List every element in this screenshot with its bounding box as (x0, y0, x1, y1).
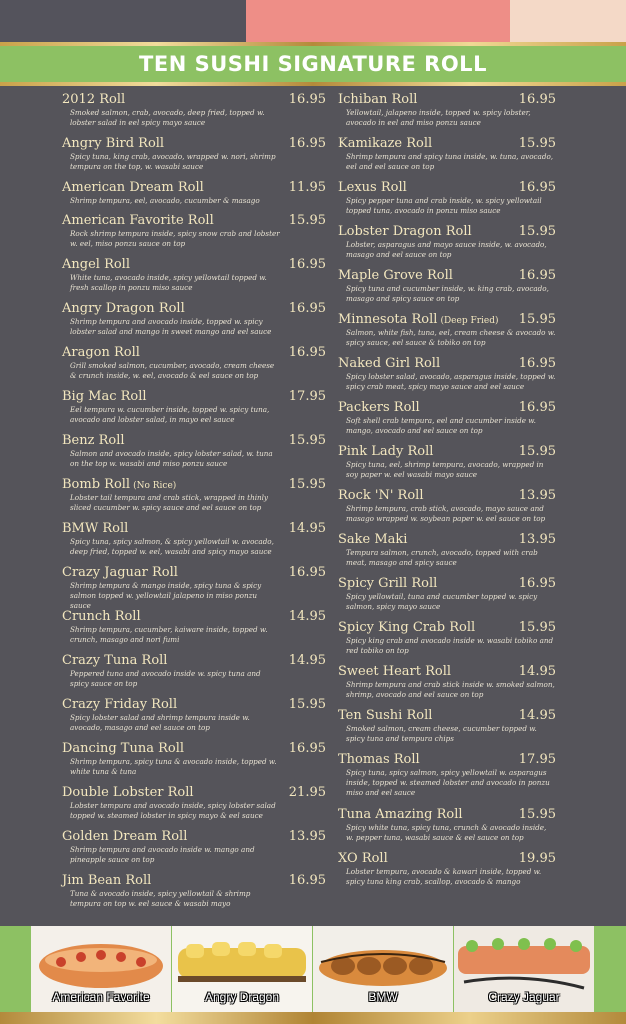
menu-item-note: (Deep Fried) (440, 316, 499, 326)
menu-item-row (62, 609, 326, 624)
menu-item-description: Eel tempura w. cucumber inside, topped w. spicy tuna, avocado and lobster salad, in mayo eel sauce (70, 405, 270, 424)
menu-item-price: 21.95 (288, 785, 326, 800)
menu-item-description: Yellowtail, jalapeno inside, topped w. spicy lobster, avocado in eel and miso ponzu sauce (346, 108, 531, 127)
menu-item-price: 14.95 (288, 521, 326, 536)
menu-item (62, 653, 326, 689)
menu-item-row (338, 180, 556, 195)
menu-item-name (338, 312, 498, 327)
menu-item-price: 11.95 (288, 180, 326, 195)
menu-item-name-text: Benz Roll (62, 433, 125, 448)
menu-item-description: Spicy pepper tuna and crab inside, w. spicy yellowtail topped tuna, avocado in ponzu miso sauce (346, 196, 542, 215)
menu-item-description: Spicy tuna and cucumber inside, w. king crab, avocado, masago and spicy sauce on top (346, 284, 549, 303)
menu-item-name-text: Crazy Jaguar Roll (62, 565, 178, 580)
menu-item-name (62, 92, 125, 107)
menu-item (62, 180, 326, 206)
top-strip-peach (510, 0, 626, 42)
menu-item-name (62, 389, 147, 404)
menu-item-description: Smoked salmon, crab, avocado, deep fried, topped w. lobster salad in eel spicy mayo sauce (70, 108, 265, 127)
menu-item-name-text: Aragon Roll (62, 345, 140, 360)
photo-caption: BMW (368, 990, 398, 1004)
menu-item-description: Tuna & avocado inside, spicy yellowtail & shrimp tempura on top w. eel sauce & wasabi mayo (70, 889, 251, 908)
menu-item-description: Shrimp tempura, spicy tuna & avocado inside, topped w. white tuna & tuna (70, 757, 277, 776)
menu-item-row (338, 92, 556, 107)
menu-item (338, 136, 556, 172)
menu-item-name-text: Thomas Roll (338, 752, 420, 767)
menu-item-name (338, 92, 417, 107)
menu-item-description: Spicy lobster salad and shrimp tempura inside w. avocado, masago and eel sauce on top (70, 713, 250, 732)
menu-item-name (62, 433, 125, 448)
menu-item-row (338, 752, 556, 767)
menu-item (338, 851, 556, 887)
menu-item-name-text: Lobster Dragon Roll (338, 224, 472, 239)
menu-item-name (62, 785, 194, 800)
menu-item-name-text: Spicy Grill Roll (338, 576, 438, 591)
top-strip-pink (246, 0, 510, 42)
menu-item-row (338, 851, 556, 866)
menu-item-description: Spicy tuna, spicy salmon, & spicy yellowtail w. avocado, deep fried, topped w. eel, wasabi and spicy mayo sauce (70, 537, 274, 556)
menu-item-row (338, 224, 556, 239)
menu-item (62, 609, 326, 645)
menu-item-description: Lobster, asparagus and mayo sauce inside, w. avocado, masago and eel sauce on top (346, 240, 547, 259)
menu-item-price: 17.95 (518, 752, 556, 767)
menu-item-name (338, 851, 388, 866)
menu-item-name (62, 609, 141, 624)
menu-item-row (338, 488, 556, 503)
menu-item-price: 16.95 (518, 268, 556, 283)
menu-item-row (338, 268, 556, 283)
menu-item-name (338, 444, 433, 459)
menu-item-price: 19.95 (518, 851, 556, 866)
menu-item-row (62, 565, 326, 580)
menu-item (338, 180, 556, 216)
menu-item (62, 829, 326, 865)
menu-item-price: 14.95 (288, 653, 326, 668)
menu-item-row (338, 576, 556, 591)
gold-divider-bottom (0, 1012, 626, 1024)
menu-item (338, 708, 556, 744)
menu-item-price: 14.95 (288, 609, 326, 624)
photo-caption: Angry Dragon (204, 990, 280, 1004)
menu-item-price: 16.95 (288, 92, 326, 107)
menu-item-name (338, 708, 432, 723)
menu-item (62, 345, 326, 381)
menu-item-name-text: Sake Maki (338, 532, 408, 547)
menu-item-name (62, 180, 204, 195)
menu-item-price: 13.95 (518, 488, 556, 503)
photo-angry-dragon (172, 926, 312, 1012)
menu-item-description: Shrimp tempura, cucumber, kaiware inside, topped w. crunch, masago and nori fumi (70, 625, 268, 644)
menu-item-name-text: American Favorite Roll (62, 213, 214, 228)
photo-american-favorite (31, 926, 171, 1012)
menu-item-name (62, 136, 164, 151)
menu-item-name (338, 664, 451, 679)
menu-item-name-text: Kamikaze Roll (338, 136, 433, 151)
menu-item-description: Spicy white tuna, spicy tuna, crunch & avocado inside, w. pepper tuna, wasabi sauce & eel sauce on top (346, 823, 547, 842)
menu-item-row (338, 356, 556, 371)
menu-item-name-text: Crunch Roll (62, 609, 141, 624)
menu-item (338, 444, 556, 480)
menu-item-description: Shrimp tempura and spicy tuna inside, w. tuna, avocado, eel and eel sauce on top (346, 152, 554, 171)
menu-item-name-text: Angel Roll (62, 257, 130, 272)
menu-item-description: Spicy tuna, spicy salmon, spicy yellowtail w. asparagus inside, topped w. steamed lobster and avocado in ponzu miso and eel sauce (346, 768, 550, 797)
menu-item (62, 92, 326, 128)
menu-item-description: Peppered tuna and avocado inside w. spicy tuna and spicy sauce on top (70, 669, 261, 688)
menu-item-row (62, 257, 326, 272)
menu-item-name (62, 521, 128, 536)
menu-item (338, 620, 556, 656)
menu-item-name (338, 532, 407, 547)
menu-item-description: Spicy lobster salad, avocado, asparagus inside, topped w. spicy crab meat, spicy mayo sauce and eel sauce (346, 372, 556, 391)
menu-item-name (62, 301, 185, 316)
menu-item-row (62, 345, 326, 360)
menu-item-row (62, 741, 326, 756)
top-color-strip (0, 0, 626, 42)
menu-item-name-text: Crazy Tuna Roll (62, 653, 168, 668)
menu-item (62, 257, 326, 293)
menu-item (62, 873, 326, 909)
menu-item-price: 16.95 (288, 873, 326, 888)
menu-item (338, 356, 556, 392)
menu-item-description: Shrimp tempura and avocado inside, topped w. spicy lobster salad and mango in sweet mango and eel sauce (70, 317, 272, 336)
menu-item-price: 16.95 (288, 565, 326, 580)
menu-item-price: 15.95 (288, 697, 326, 712)
menu-item-row (338, 312, 556, 327)
menu-item-description: Soft shell crab tempura, eel and cucumber inside w. mango, avocado and eel sauce on top (346, 416, 536, 435)
menu-item-row (338, 444, 556, 459)
menu-item-name-text: Jim Bean Roll (62, 873, 152, 888)
menu-item (338, 488, 556, 524)
menu-item-name-text: 2012 Roll (62, 92, 126, 107)
menu-item-row (62, 829, 326, 844)
menu-item-description: Shrimp tempura and avocado inside w. mango and pineapple sauce on top (70, 845, 255, 864)
menu-item-name (338, 576, 437, 591)
menu-item-price: 16.95 (288, 741, 326, 756)
menu-item-name-text: Packers Roll (338, 400, 420, 415)
menu-item (62, 389, 326, 425)
menu-header (0, 46, 626, 82)
menu-item (62, 741, 326, 777)
menu-item (338, 532, 556, 568)
menu-item-name-text: Crazy Friday Roll (62, 697, 178, 712)
menu-item-name (338, 752, 420, 767)
photo-caption: American Favorite (52, 990, 150, 1004)
menu-item (62, 521, 326, 557)
menu-item-name-text: Angry Dragon Roll (62, 301, 185, 316)
menu-item-price: 16.95 (288, 345, 326, 360)
menu-item-price: 16.95 (288, 136, 326, 151)
menu-item-description: Shrimp tempura and crab stick inside w. smoked salmon, shrimp, avocado and eel sauce on top (346, 680, 555, 699)
menu-item-price: 13.95 (288, 829, 326, 844)
menu-item-row (62, 785, 326, 800)
menu-item-price: 14.95 (518, 664, 556, 679)
photo-caption: Crazy Jaguar (488, 990, 560, 1004)
menu-item-name (338, 180, 407, 195)
menu-item-description: Salmon, white fish, tuna, eel, cream cheese & avocado w. spicy sauce, eel sauce & tobiko on top (346, 328, 556, 347)
menu-item-name (62, 345, 140, 360)
menu-item-price: 15.95 (518, 312, 556, 327)
menu-item-description: Tempura salmon, crunch, avocado, topped with crab meat, masago and spicy sauce (346, 548, 538, 567)
menu-item-name-text: Angry Bird Roll (62, 136, 165, 151)
menu-item (338, 664, 556, 700)
menu-item-price: 16.95 (288, 257, 326, 272)
menu-item-row (62, 477, 326, 492)
menu-item-note: (No Rice) (133, 481, 177, 491)
menu-item-description: Shrimp tempura, crab stick, avocado, mayo sauce and masago wrapped w. soybean paper w. eel sauce on top (346, 504, 546, 523)
menu-item-price: 14.95 (518, 708, 556, 723)
menu-item (338, 92, 556, 128)
menu-item (62, 433, 326, 469)
menu-item (338, 312, 556, 348)
menu-item-price: 15.95 (518, 444, 556, 459)
menu-item-name-text: Rock 'N' Roll (338, 488, 424, 503)
top-strip-gray (0, 0, 246, 42)
menu-item-name (338, 807, 463, 822)
menu-item-row (338, 532, 556, 547)
menu-item (62, 697, 326, 733)
menu-item-row (62, 301, 326, 316)
menu-item-name-text: Naked Girl Roll (338, 356, 441, 371)
menu-item-name (338, 268, 453, 283)
menu-item-name (62, 257, 130, 272)
menu-item-name-text: Ichiban Roll (338, 92, 418, 107)
menu-item (338, 224, 556, 260)
menu-item-name-text: Tuna Amazing Roll (338, 807, 463, 822)
menu-item-description: Spicy yellowtail, tuna and cucumber topped w. spicy salmon, spicy mayo sauce (346, 592, 538, 611)
menu-item-name (62, 873, 151, 888)
menu-item-description: Lobster tempura, avocado & kawari inside, topped w. spicy tuna king crab, scallop, avocado & mango (346, 867, 542, 886)
menu-item-row (338, 664, 556, 679)
menu-item-description: Smoked salmon, cream cheese, cucumber topped w. spicy tuna and tempura chips (346, 724, 537, 743)
menu-item-price: 15.95 (518, 807, 556, 822)
photo-strip (0, 926, 626, 1012)
menu-item (338, 400, 556, 436)
menu-item-name-text: Minnesota Roll (338, 312, 438, 327)
menu-item-row (338, 136, 556, 151)
menu-item-name-text: Pink Lady Roll (338, 444, 434, 459)
gold-divider-header (0, 82, 626, 86)
menu-item-name (338, 620, 475, 635)
menu-item-name-text: Maple Grove Roll (338, 268, 453, 283)
menu-item-description: Salmon and avocado inside, spicy lobster salad, w. tuna on the top w. wasabi and miso ponzu sauce (70, 449, 273, 468)
menu-item-name-text: Big Mac Roll (62, 389, 147, 404)
menu-item-row (62, 92, 326, 107)
menu-item-description: Spicy tuna, eel, shrimp tempura, avocado, wrapped in soy paper w. eel wasabi mayo sauce (346, 460, 544, 479)
menu-item-description: White tuna, avocado inside, spicy yellowtail topped w. fresh scallop in ponzu miso sauce (70, 273, 267, 292)
menu-item (62, 136, 326, 172)
menu-item-price: 15.95 (288, 477, 326, 492)
menu-item-name-text: Double Lobster Roll (62, 785, 194, 800)
menu-item-name (338, 356, 440, 371)
menu-item-name-text: BMW Roll (62, 521, 129, 536)
menu-item-description: Shrimp tempura & mango inside, spicy tuna & spicy salmon topped w. yellowtail jalapeno in miso ponzu sauce (70, 581, 262, 610)
page-title: TEN SUSHI SIGNATURE ROLL (139, 52, 487, 76)
menu-item-name-text: Ten Sushi Roll (338, 708, 433, 723)
photo-bmw (313, 926, 453, 1012)
menu-item-row (62, 180, 326, 195)
menu-item-row (62, 873, 326, 888)
menu-item-row (62, 213, 326, 228)
menu-item-price: 15.95 (518, 136, 556, 151)
menu-item-name (338, 488, 424, 503)
menu-item-row (62, 653, 326, 668)
menu-item (62, 213, 326, 249)
menu-item-price: 16.95 (518, 356, 556, 371)
menu-item-price: 16.95 (518, 180, 556, 195)
menu-item-description: Lobster tempura and avocado inside, spicy lobster salad topped w. steamed lobster in spicy mayo & eel sauce (70, 801, 276, 820)
menu-item-row (338, 807, 556, 822)
menu-item-name (62, 829, 187, 844)
menu-item-name-text: Spicy King Crab Roll (338, 620, 476, 635)
menu-item-name (62, 697, 177, 712)
menu-item-name (338, 136, 432, 151)
menu-item-description: Shrimp tempura, eel, avocado, cucumber & masago (70, 196, 260, 205)
menu-item-description: Rock shrimp tempura inside, spicy snow crab and lobster w. eel, miso ponzu sauce on top (70, 229, 280, 248)
menu-item-price: 13.95 (518, 532, 556, 547)
menu-item-price: 16.95 (288, 301, 326, 316)
menu-item-name (62, 565, 178, 580)
menu-item-name (62, 477, 176, 492)
menu-item-row (62, 389, 326, 404)
menu-item-name (338, 400, 420, 415)
menu-item-price: 15.95 (518, 620, 556, 635)
menu-item (62, 565, 326, 610)
menu-item-row (338, 708, 556, 723)
menu-item-row (338, 400, 556, 415)
menu-item-price: 17.95 (288, 389, 326, 404)
menu-item (338, 576, 556, 612)
menu-item-row (62, 697, 326, 712)
menu-item-description: Spicy king crab and avocado inside w. wasabi tobiko and red tobiko on top (346, 636, 554, 655)
menu-item (338, 752, 556, 797)
menu-item-name-text: Sweet Heart Roll (338, 664, 452, 679)
menu-item-price: 16.95 (518, 400, 556, 415)
menu-item-name-text: XO Roll (338, 851, 388, 866)
photo-crazy-jaguar (454, 926, 594, 1012)
menu-item-row (62, 521, 326, 536)
menu-item-price: 15.95 (288, 213, 326, 228)
menu-item (338, 807, 556, 843)
menu-item-name-text: Bomb Roll (62, 477, 131, 492)
menu-item-name-text: Golden Dream Roll (62, 829, 188, 844)
menu-item-description: Grill smoked salmon, cucumber, avocado, cream cheese & crunch inside, w. eel, avocado & eel sauce on top (70, 361, 275, 380)
menu-item-description: Spicy tuna, king crab, avocado, wrapped w. nori, shrimp tempura on the top, w. wasabi sauce (70, 152, 276, 171)
menu-item-price: 15.95 (288, 433, 326, 448)
menu-item-name-text: Dancing Tuna Roll (62, 741, 185, 756)
menu-item-name-text: Lexus Roll (338, 180, 407, 195)
menu-item (62, 477, 326, 513)
menu-item-name-text: American Dream Roll (62, 180, 204, 195)
menu-item-name (62, 213, 214, 228)
menu-item-price: 15.95 (518, 224, 556, 239)
menu-item-row (62, 433, 326, 448)
menu-item-row (338, 620, 556, 635)
menu-item (338, 268, 556, 304)
menu-item (62, 301, 326, 337)
menu-item (62, 785, 326, 821)
menu-item-price: 16.95 (518, 576, 556, 591)
menu-item-name (338, 224, 472, 239)
menu-item-row (62, 136, 326, 151)
menu-item-description: Lobster tail tempura and crab stick, wrapped in thinly sliced cucumber w. spicy sauce and eel sauce on top (70, 493, 268, 512)
menu-item-name (62, 653, 167, 668)
menu-item-name (62, 741, 184, 756)
menu-item-price: 16.95 (518, 92, 556, 107)
